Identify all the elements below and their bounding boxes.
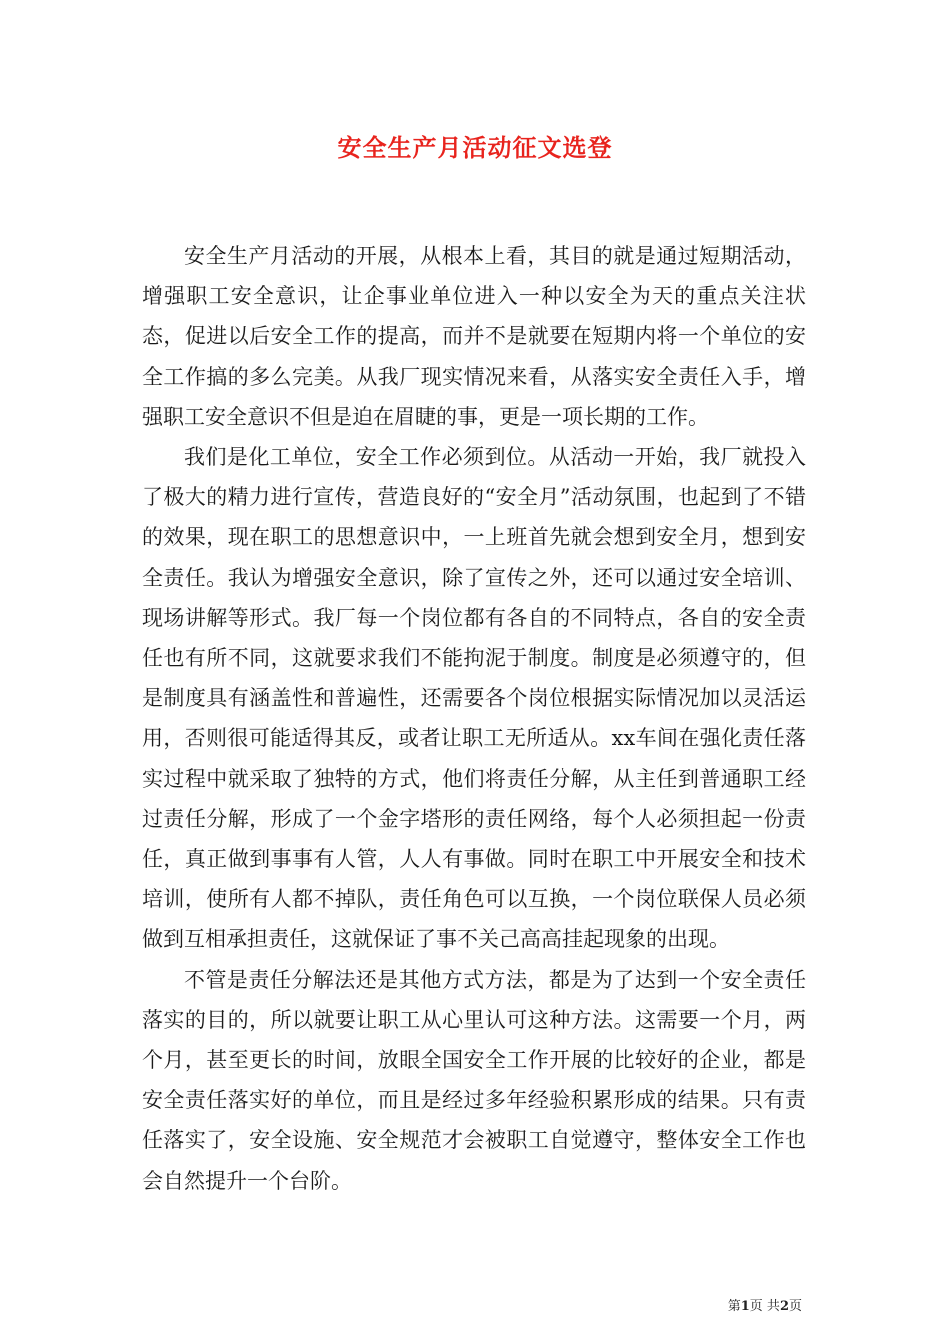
footer-current-page: 1 [740,1299,750,1314]
footer-prefix: 第 [727,1299,741,1314]
paragraph-2: 我们是化工单位，安全工作必须到位。从活动一开始，我厂就投入了极大的精力进行宣传，营造良好的“安全月”活动氛围，也起到了不错的效果，现在职工的思想意识中，一上班首先就会想到安全月，想到安全责任。我认为增强安全意识，除了宣传之外，还可以通过安全培训、现场讲解等形式。我厂每一个岗位都有各自的不同特点，各自的安全责任也有所不同，这就要求我们不能拘泥于制度。制度是必须遵守的，但是制度具有涵盖性和普遍性，还需要各个岗位根据实际情况加以灵活运用，否则很可能适得其反，或者让职工无所适从。xx车间在强化责任落实过程中就采取了独特的方式，他们将责任分解，从主任到普通职工经过责任分解，形成了一个金字塔形的责任网络，每个人必须担起一份责任，真正做到事事有人管，人人有事做。同时在职工中开展安全和技术培训，使所有人都不掉队，责任角色可以互换，一个岗位联保人员必须做到互相承担责任，这就保证了事不关己高高挂起现象的出现。 [142,445,806,952]
footer-total-pages: 2 [779,1299,789,1314]
page-footer [728,1299,802,1315]
footer-middle: 页 共 [749,1299,780,1314]
paragraph-3: 不管是责任分解法还是其他方式方法，都是为了达到一个安全责任落实的目的，所以就要让职工从心里认可这种方法。这需要一个月，两个月，甚至更长的时间，放眼全国安全工作开展的比较好的企业，都是安全责任落实好的单位，而且是经过多年经验积累形成的结果。只有责任落实了，安全设施、安全规范才会被职工自觉遵守，整体安全工作也会自然提升一个台阶。 [142,967,806,1193]
document-title: 安全生产月活动征文选登 [337,133,613,162]
footer-suffix: 页 [788,1299,802,1314]
document-body [142,236,806,1201]
paragraph-1: 安全生产月活动的开展，从根本上看，其目的就是通过短期活动，增强职工安全意识，让企事业单位进入一种以安全为天的重点关注状态，促进以后安全工作的提高，而并不是就要在短期内将一个单位的安全工作搞的多么完美。从我厂现实情况来看，从落实安全责任入手，增强职工安全意识不但是迫在眉睫的事，更是一项长期的工作。 [142,244,806,429]
